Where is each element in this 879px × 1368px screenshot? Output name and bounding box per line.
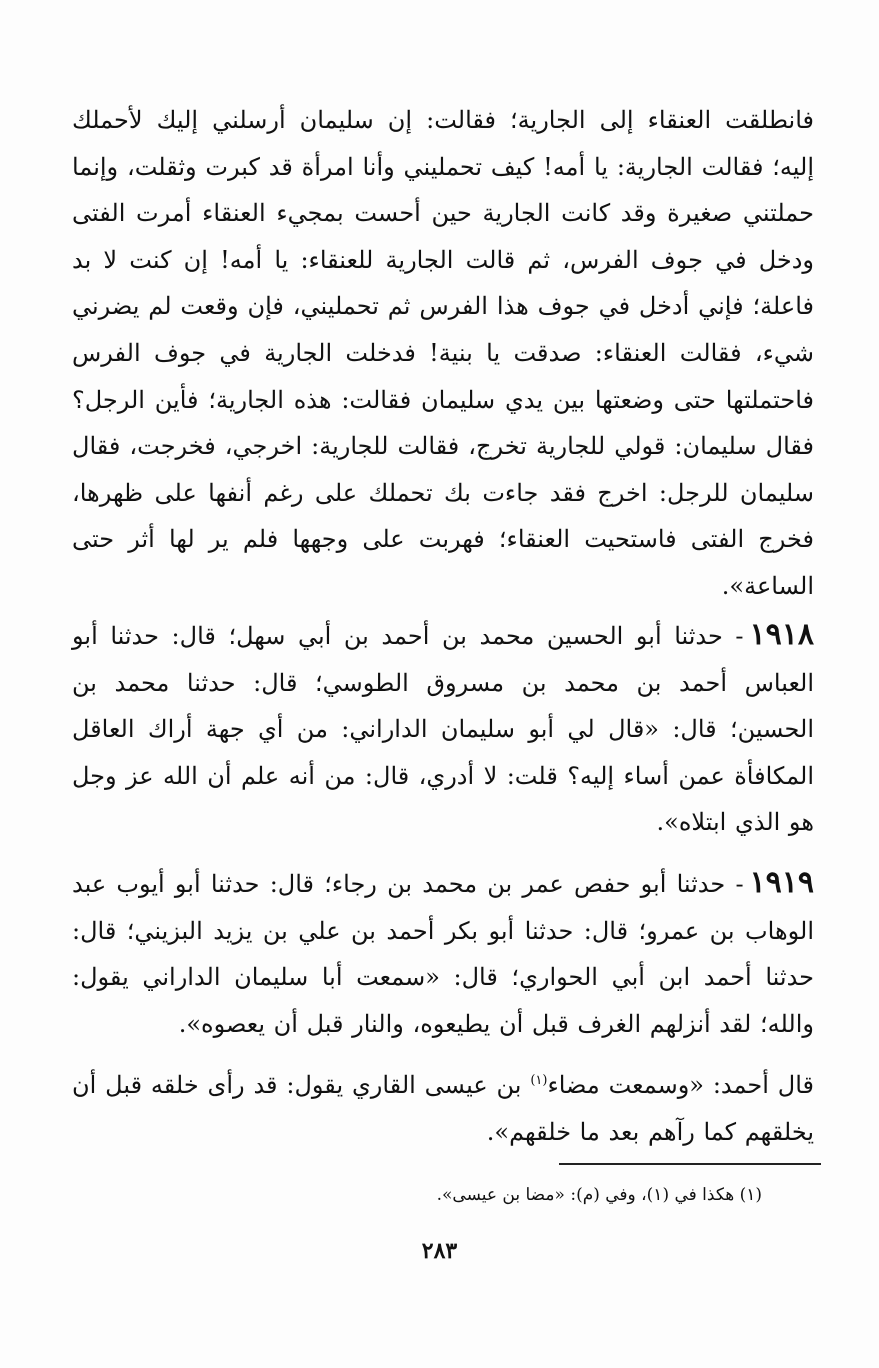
paragraph-ahmad-quote [72,1058,814,1155]
paragraph-1918-text: - حدثنا أبو الحسين محمد بن أحمد بن أبي سهل؛ قال: حدثنا أبو العباس أحمد بن محمد بن مسروق الطوسي؛ قال: حدثنا محمد بن الحسين؛ قال: «قال لي أبو سليمان الداراني: من أي جهة أراك العاقل المكافأة عمن أساء إليه؟ قلت: لا أدري، قال: من أنه علم أن الله عز وجل هو الذي ابتلاه». [72,622,815,837]
footnote-marker: (١) [530,1073,548,1088]
hadith-number-1918: ١٩١٨ [749,617,814,652]
hadith-number-1919: ١٩١٩ [749,865,814,900]
footnote: (١) هكذا في (١)، وفي (م): «مضا بن عيسى». [436,1185,762,1205]
paragraph-1919 [72,860,814,1047]
paragraph-1918 [72,612,814,846]
footnote-divider [559,1163,821,1165]
ahmad-quote-part2: بن عيسى القاري يقول: قد رأى خلقه قبل أن يخلقهم كما رآهم بعد ما خلقهم». [72,1071,814,1146]
paragraph-story-continuation: فانطلقت العنقاء إلى الجارية؛ فقالت: إن سليمان أرسلني إليك لأحملك إليه؛ فقالت الجارية: يا أمه! كيف تحمليني وأنا امرأة قد كبرت وثقلت، وإنما حملتني صغيرة وقد كانت الجارية حين أحست بمجيء العنقاء أمرت الفتى ودخل في جوف الفرس، ثم قالت الجارية للعنقاء: يا أمه! إن كنت لا بد فاعلة؛ فإني أدخل في جوف هذا الفرس ثم تحمليني، فإن وقعت لم يضرني شيء، فقالت العنقاء: صدقت يا بنية! فدخلت الجارية في جوف الفرس فاحتملتها حتى وضعتها بين يدي سليمان فقالت: هذه الجارية؛ فأين الرجل؟ فقال سليمان: قولي للجارية تخرج، فقالت للجارية: اخرجي، فخرجت، فقال سليمان للرجل: اخرج فقد جاءت بك تحملك على رغم أنفها على ظهرها، فخرج الفتى فاستحيت العنقاء؛ فهربت على وجهها فلم ير لها أثر حتى الساعة». [72,106,814,600]
page-number: ٢٨٣ [421,1238,458,1264]
paragraph-1919-text: - حدثنا أبو حفص عمر بن محمد بن رجاء؛ قال: حدثنا أبو أيوب عبد الوهاب بن عمرو؛ قال: حدثنا أبو بكر أحمد بن علي بن يزيد البزيني؛ قال: حدثنا أحمد ابن أبي الحواري؛ قال: «سمعت أبا سليمان الداراني يقول: والله؛ لقد أنزلهم الغرف قبل أن يطيعوه، والنار قبل أن يعصوه». [72,870,815,1038]
ahmad-quote-part1: قال أحمد: «وسمعت مضاء [547,1071,814,1099]
